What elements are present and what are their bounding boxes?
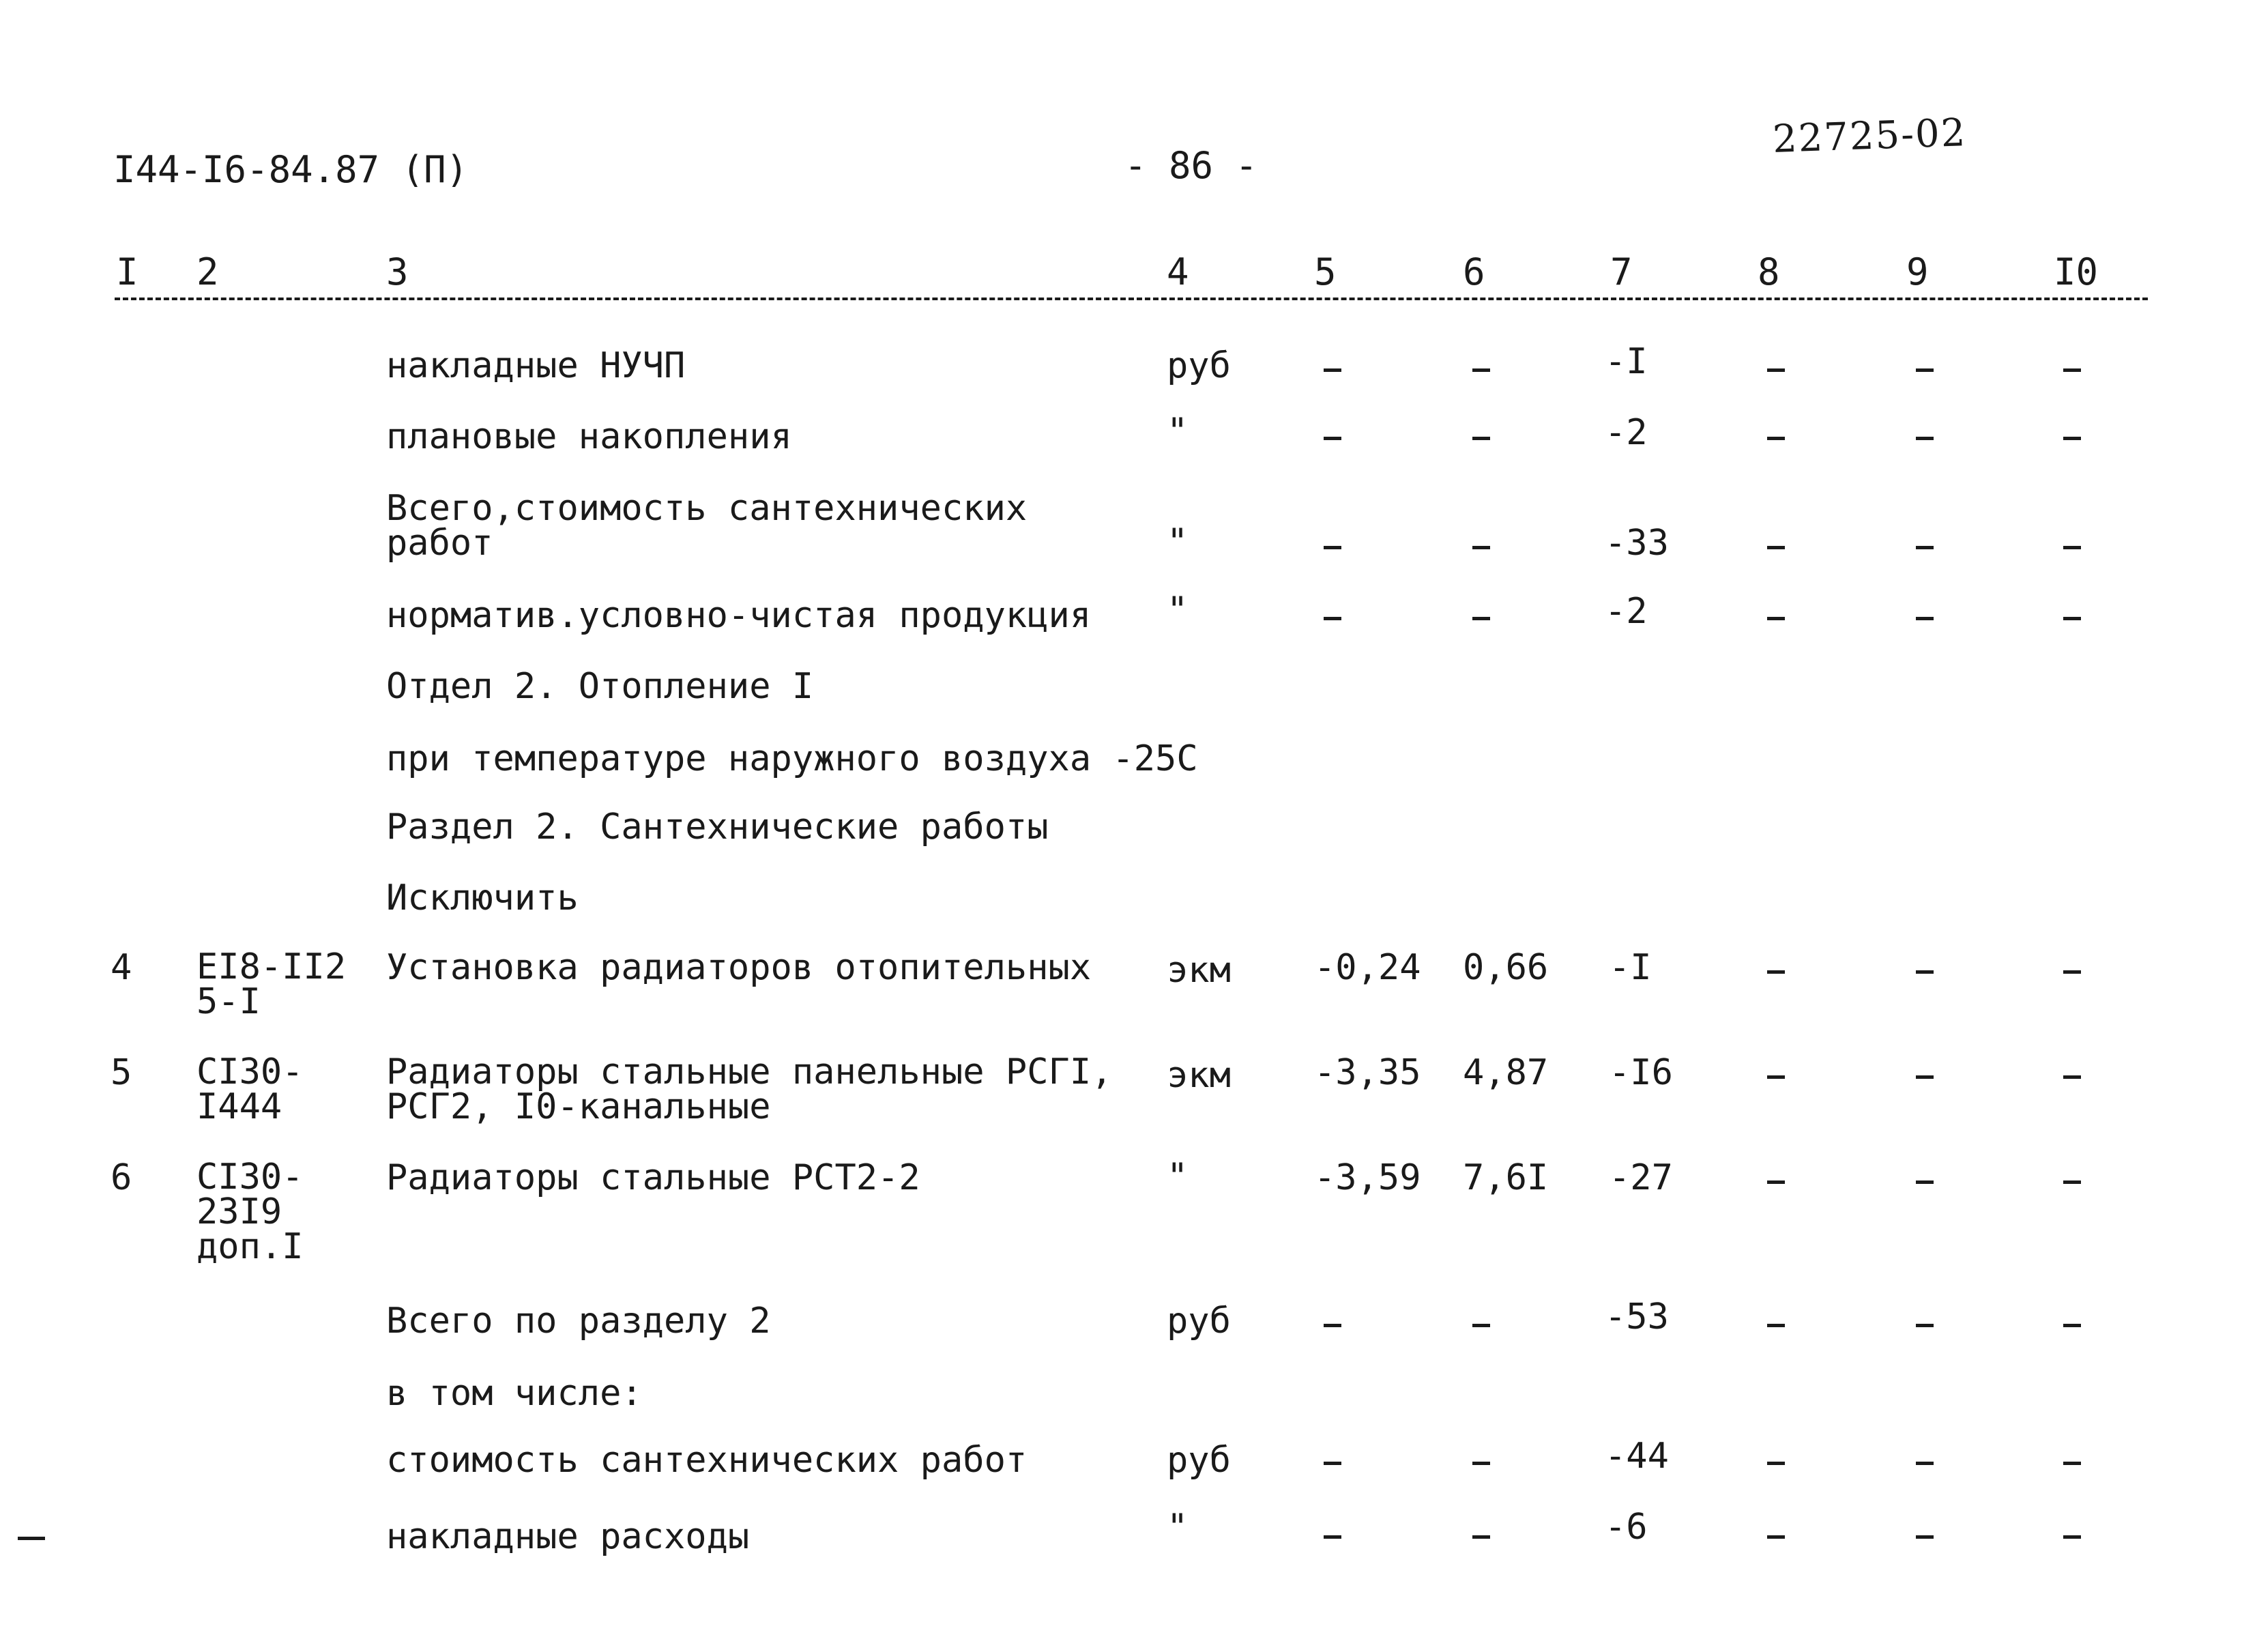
row-description: Радиаторы стальные РСТ2-2: [386, 1157, 920, 1198]
column-header-7: 7: [1610, 250, 1633, 293]
section-heading: Отдел 2. Отопление I: [386, 666, 814, 707]
empty-cell-dash: [1472, 1462, 1490, 1465]
column-header-9: 9: [1906, 250, 1929, 293]
row-value-col5: -3,35: [1314, 1052, 1421, 1093]
empty-cell-dash: [2063, 1535, 2081, 1539]
row-description: накладные расходы: [386, 1516, 750, 1557]
column-header-2: 2: [196, 250, 219, 293]
row-unit: экм: [1167, 1055, 1231, 1096]
empty-cell-dash: [1916, 1535, 1934, 1539]
empty-cell-dash: [1472, 437, 1490, 440]
row-value-col7: -I: [1609, 947, 1652, 988]
empty-cell-dash: [1767, 617, 1785, 620]
empty-cell-dash: [1916, 1462, 1934, 1465]
empty-cell-dash: [1472, 1324, 1490, 1327]
row-number: 5: [111, 1052, 132, 1093]
row-description: норматив.условно-чистая продукция: [386, 595, 1092, 636]
row-unit: руб: [1167, 1440, 1231, 1481]
empty-cell-dash: [1916, 368, 1934, 372]
empty-cell-dash: [1767, 1324, 1785, 1327]
column-header-4: 4: [1167, 250, 1189, 293]
row-unit: ": [1167, 1507, 1189, 1548]
empty-cell-dash: [1916, 1324, 1934, 1327]
empty-cell-dash: [1767, 368, 1785, 372]
row-description: в том числе:: [386, 1373, 643, 1414]
empty-cell-dash: [1324, 546, 1341, 549]
empty-cell-dash: [2063, 1075, 2081, 1079]
row-unit: ": [1167, 590, 1189, 631]
section-heading: Раздел 2. Сантехнические работы: [386, 807, 1049, 847]
empty-cell-dash: [1767, 970, 1785, 974]
empty-cell-dash: [1324, 437, 1341, 440]
empty-cell-dash: [2063, 546, 2081, 549]
row-description: Установка радиаторов отопительных: [386, 947, 1092, 988]
row-value-col6: 4,87: [1463, 1052, 1549, 1093]
empty-cell-dash: [1472, 368, 1490, 372]
empty-cell-dash: [1916, 437, 1934, 440]
row-number: 6: [111, 1157, 132, 1198]
margin-mark: [18, 1537, 45, 1540]
empty-cell-dash: [1324, 1535, 1341, 1539]
row-unit: ": [1167, 521, 1189, 562]
empty-cell-dash: [1472, 617, 1490, 620]
column-header-1: I: [116, 250, 139, 293]
row-value-col6: 0,66: [1463, 947, 1549, 988]
section-heading: Исключить: [386, 878, 579, 918]
row-value-col6: 7,6I: [1463, 1157, 1549, 1198]
empty-cell-dash: [2063, 1324, 2081, 1327]
page-number: - 86 -: [1124, 144, 1258, 187]
row-code: EI8-II2 5-I: [196, 946, 347, 1022]
column-header-10: I0: [2054, 250, 2099, 293]
row-unit: руб: [1167, 345, 1231, 386]
row-code: CI30- 23I9 доп.I: [196, 1157, 304, 1267]
row-value-col7: -6: [1605, 1507, 1648, 1548]
empty-cell-dash: [2063, 368, 2081, 372]
empty-cell-dash: [1324, 617, 1341, 620]
empty-cell-dash: [1767, 1180, 1785, 1184]
empty-cell-dash: [1767, 546, 1785, 549]
row-value-col7: -44: [1605, 1436, 1669, 1477]
row-value-col5: -3,59: [1314, 1157, 1421, 1198]
empty-cell-dash: [2063, 1180, 2081, 1184]
empty-cell-dash: [1767, 437, 1785, 440]
empty-cell-dash: [2063, 1462, 2081, 1465]
document-code: I44-I6-84.87 (П): [113, 148, 469, 191]
row-description: стоимость сантехнических работ: [386, 1440, 1028, 1481]
row-description: Всего по разделу 2: [386, 1301, 771, 1342]
section-heading: при температуре наружного воздуха -25С: [386, 738, 1198, 779]
row-unit: ": [1167, 1156, 1189, 1197]
empty-cell-dash: [1916, 1075, 1934, 1079]
row-description: Всего,стоимость сантехнических работ: [386, 488, 1028, 564]
column-header-8: 8: [1758, 250, 1780, 293]
row-value-col7: -2: [1605, 591, 1648, 632]
row-value-col7: -I6: [1609, 1052, 1673, 1093]
empty-cell-dash: [1916, 1180, 1934, 1184]
header-dashed-rule: [115, 298, 2148, 300]
row-code: CI30- I444: [196, 1052, 304, 1127]
empty-cell-dash: [1767, 1075, 1785, 1079]
empty-cell-dash: [2063, 617, 2081, 620]
empty-cell-dash: [2063, 437, 2081, 440]
empty-cell-dash: [1916, 617, 1934, 620]
empty-cell-dash: [1916, 546, 1934, 549]
row-unit: экм: [1167, 950, 1231, 991]
row-value-col7: -33: [1605, 523, 1669, 564]
empty-cell-dash: [1767, 1535, 1785, 1539]
empty-cell-dash: [1324, 1462, 1341, 1465]
row-description: накладные НУЧП: [386, 345, 686, 386]
empty-cell-dash: [1472, 1535, 1490, 1539]
empty-cell-dash: [2063, 970, 2081, 974]
column-header-6: 6: [1463, 250, 1485, 293]
row-value-col5: -0,24: [1314, 947, 1421, 988]
row-unit: ": [1167, 411, 1189, 452]
row-unit: руб: [1167, 1301, 1231, 1342]
handwritten-code: 22725-02: [1771, 111, 1968, 162]
empty-cell-dash: [1324, 1324, 1341, 1327]
empty-cell-dash: [1324, 368, 1341, 372]
row-value-col7: -2: [1605, 412, 1648, 453]
row-description: Радиаторы стальные панельные РСГI, РСГ2, I0-канальные: [386, 1052, 1113, 1127]
empty-cell-dash: [1916, 970, 1934, 974]
row-number: 4: [111, 947, 132, 988]
empty-cell-dash: [1767, 1462, 1785, 1465]
row-value-col7: -I: [1605, 341, 1648, 382]
row-value-col7: -27: [1609, 1157, 1673, 1198]
column-header-3: 3: [386, 250, 409, 293]
row-description: плановые накопления: [386, 416, 792, 457]
column-header-5: 5: [1314, 250, 1337, 293]
empty-cell-dash: [1472, 546, 1490, 549]
row-value-col7: -53: [1605, 1296, 1669, 1337]
